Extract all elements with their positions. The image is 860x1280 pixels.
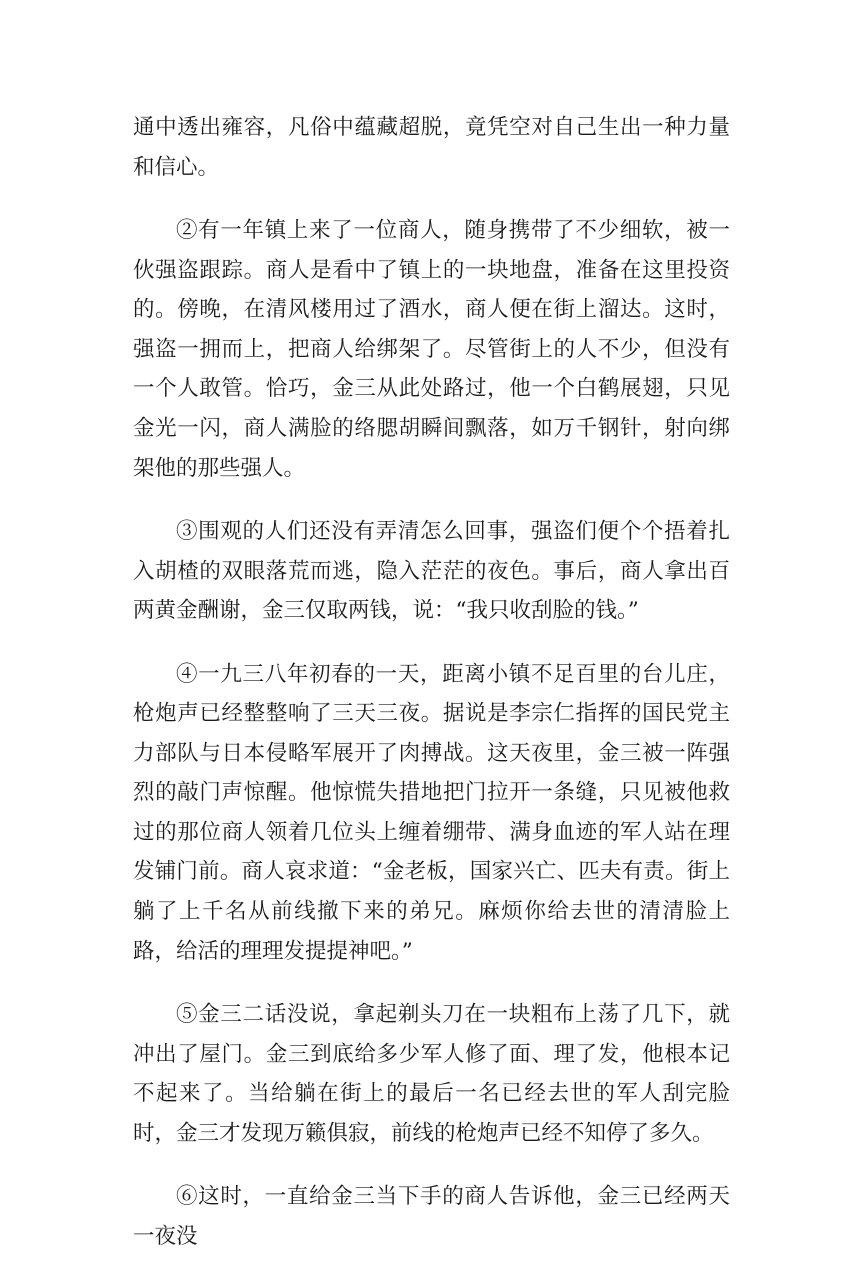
- paragraph-6: ⑥这时，一直给金三当下手的商人告诉他，金三已经两天一夜没: [133, 1184, 730, 1249]
- paragraph-5: ⑤金三二话没说，拿起剃头刀在一块粗布上荡了几下，就冲出了屋门。金三到底给多少军人修了面、理了发，他根本记不起来了。当给躺在街上的最后一名已经去世的军人刮完脸时，金三才发现万籁俱寂，前线的枪炮声已经不知停了多久。: [133, 1002, 730, 1146]
- paragraph-2: ②有一年镇上来了一位商人，随身携带了不少细软，被一伙强盗跟踪。商人是看中了镇上的一块地盘，准备在这里投资的。傍晚，在清风楼用过了酒水，商人便在街上溜达。这时，强盗一拥而上，把商人给绑架了。尽管街上的人不少，但没有一个人敢管。恰巧，金三从此处路过，他一个白鹤展翅，只见金光一闪，商人满脸的络腮胡瞬间飘落，如万千钢针，射向绑架他的那些强人。: [133, 217, 730, 481]
- paragraph-1-continuation: 通中透出雍容，凡俗中蕴藏超脱，竟凭空对自己生出一种力量和信心。: [133, 115, 730, 180]
- article-body: [133, 108, 730, 1280]
- paragraph-4: ④一九三八年初春的一天，距离小镇不足百里的台儿庄，枪炮声已经整整响了三天三夜。据说是李宗仁指挥的国民党主力部队与日本侵略军展开了肉搏战。这天夜里，金三被一阵强烈的敲门声惊醒。他惊慌失措地把门拉开一条缝，只见被他救过的那位商人领着几位头上缠着绷带、满身血迹的军人站在理发铺门前。商人哀求道：“金老板，国家兴亡、匹夫有责。街上躺了上千名从前线撤下来的弟兄。麻烦你给去世的清清脸上路，给活的理理发提提神吧。”: [133, 661, 730, 964]
- paragraph-3: ③围观的人们还没有弄清怎么回事，强盗们便个个捂着扎入胡楂的双眼落荒而逃，隐入茫茫的夜色。事后，商人拿出百两黄金酬谢，金三仅取两钱，说：“我只收刮脸的钱。”: [133, 518, 730, 624]
